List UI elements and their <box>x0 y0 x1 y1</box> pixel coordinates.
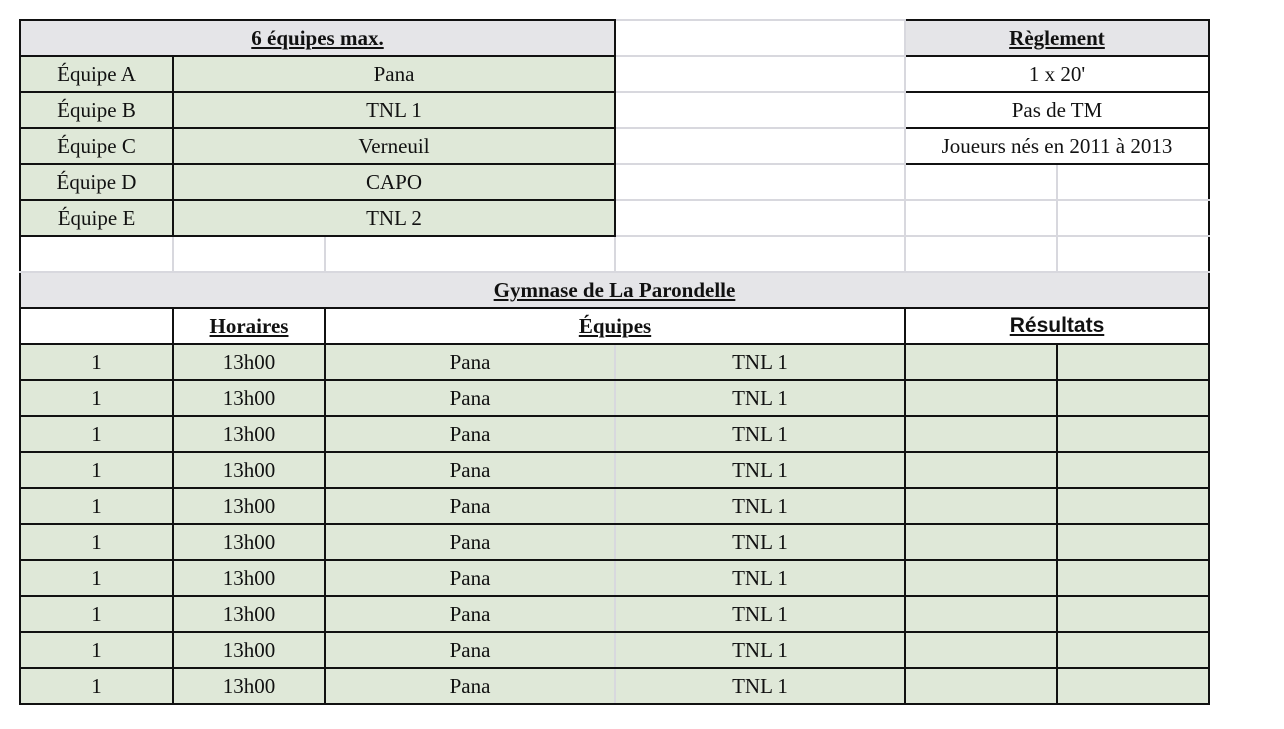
match-time[interactable]: 13h00 <box>173 344 325 380</box>
times-header[interactable]: Horaires <box>173 308 325 344</box>
empty-cell[interactable] <box>905 164 1057 200</box>
empty-cell[interactable] <box>615 236 905 272</box>
venue-row <box>20 272 1209 308</box>
match-number[interactable]: 1 <box>20 488 173 524</box>
match-time[interactable]: 13h00 <box>173 668 325 704</box>
match-away-team[interactable]: TNL 1 <box>615 344 905 380</box>
match-away-team[interactable]: TNL 1 <box>615 452 905 488</box>
result-home-score[interactable] <box>905 344 1057 380</box>
match-away-team[interactable]: TNL 1 <box>615 632 905 668</box>
match-home-team[interactable]: Pana <box>325 668 615 704</box>
empty-cell[interactable] <box>615 128 905 164</box>
sheet-row-teams-header <box>20 20 1209 56</box>
number-header[interactable] <box>20 308 173 344</box>
team-row <box>20 164 1209 200</box>
empty-cell[interactable] <box>905 236 1057 272</box>
team-row <box>20 128 1209 164</box>
match-time[interactable]: 13h00 <box>173 632 325 668</box>
venue-title[interactable]: Gymnase de La Parondelle <box>20 272 1209 308</box>
empty-cell[interactable] <box>20 236 173 272</box>
match-list <box>20 344 1209 704</box>
team-name[interactable]: TNL 1 <box>173 92 615 128</box>
match-number[interactable]: 1 <box>20 416 173 452</box>
result-home-score[interactable] <box>905 632 1057 668</box>
match-home-team[interactable]: Pana <box>325 488 615 524</box>
match-time[interactable]: 13h00 <box>173 560 325 596</box>
match-time[interactable]: 13h00 <box>173 524 325 560</box>
match-away-team[interactable]: TNL 1 <box>615 524 905 560</box>
match-number[interactable]: 1 <box>20 380 173 416</box>
match-time[interactable]: 13h00 <box>173 452 325 488</box>
match-away-team[interactable]: TNL 1 <box>615 668 905 704</box>
table-row <box>20 380 1209 416</box>
rule-item[interactable]: 1 x 20' <box>905 56 1209 92</box>
empty-cell[interactable] <box>615 92 905 128</box>
teams-column-header[interactable]: Équipes <box>325 308 905 344</box>
rule-item[interactable]: Joueurs nés en 2011 à 2013 <box>905 128 1209 164</box>
match-number[interactable]: 1 <box>20 452 173 488</box>
table-row <box>20 416 1209 452</box>
team-label[interactable]: Équipe E <box>20 200 173 236</box>
match-time[interactable]: 13h00 <box>173 416 325 452</box>
results-header[interactable]: Résultats <box>905 308 1209 344</box>
empty-cell[interactable] <box>1057 200 1209 236</box>
team-row <box>20 56 1209 92</box>
team-label[interactable]: Équipe D <box>20 164 173 200</box>
table-row <box>20 524 1209 560</box>
empty-cell[interactable] <box>173 236 325 272</box>
empty-cell[interactable] <box>1057 236 1209 272</box>
result-away-score[interactable] <box>1057 560 1209 596</box>
table-row <box>20 344 1209 380</box>
match-home-team[interactable]: Pana <box>325 380 615 416</box>
team-name[interactable]: CAPO <box>173 164 615 200</box>
teams-header[interactable]: 6 équipes max. <box>20 20 615 56</box>
match-away-team[interactable]: TNL 1 <box>615 560 905 596</box>
match-away-team[interactable]: TNL 1 <box>615 416 905 452</box>
empty-cell[interactable] <box>1057 164 1209 200</box>
match-number[interactable]: 1 <box>20 596 173 632</box>
empty-cell[interactable] <box>615 200 905 236</box>
table-row <box>20 632 1209 668</box>
rule-item[interactable]: Pas de TM <box>905 92 1209 128</box>
result-home-score[interactable] <box>905 488 1057 524</box>
result-away-score[interactable] <box>1057 344 1209 380</box>
team-name[interactable]: Pana <box>173 56 615 92</box>
result-home-score[interactable] <box>905 416 1057 452</box>
match-home-team[interactable]: Pana <box>325 416 615 452</box>
empty-cell[interactable] <box>615 56 905 92</box>
empty-cell[interactable] <box>905 200 1057 236</box>
result-away-score[interactable] <box>1057 452 1209 488</box>
match-home-team[interactable]: Pana <box>325 560 615 596</box>
match-away-team[interactable]: TNL 1 <box>615 488 905 524</box>
spacer-row <box>20 236 1209 272</box>
tournament-sheet <box>19 19 1210 705</box>
team-name[interactable]: Verneuil <box>173 128 615 164</box>
result-home-score[interactable] <box>905 560 1057 596</box>
match-home-team[interactable]: Pana <box>325 452 615 488</box>
table-row <box>20 560 1209 596</box>
table-row <box>20 596 1209 632</box>
match-time[interactable]: 13h00 <box>173 380 325 416</box>
table-row <box>20 452 1209 488</box>
empty-cell[interactable] <box>325 236 615 272</box>
result-home-score[interactable] <box>905 380 1057 416</box>
team-row <box>20 92 1209 128</box>
match-time[interactable]: 13h00 <box>173 596 325 632</box>
match-number[interactable]: 1 <box>20 668 173 704</box>
result-home-score[interactable] <box>905 452 1057 488</box>
rules-header[interactable]: Règlement <box>905 20 1209 56</box>
match-number[interactable]: 1 <box>20 560 173 596</box>
team-label[interactable]: Équipe B <box>20 92 173 128</box>
match-away-team[interactable]: TNL 1 <box>615 596 905 632</box>
schedule-header-row <box>20 308 1209 344</box>
result-home-score[interactable] <box>905 524 1057 560</box>
match-number[interactable]: 1 <box>20 344 173 380</box>
team-row <box>20 200 1209 236</box>
table-row <box>20 668 1209 704</box>
match-home-team[interactable]: Pana <box>325 632 615 668</box>
table-row <box>20 488 1209 524</box>
match-away-team[interactable]: TNL 1 <box>615 380 905 416</box>
result-away-score[interactable] <box>1057 488 1209 524</box>
empty-cell[interactable] <box>615 164 905 200</box>
team-label[interactable]: Équipe A <box>20 56 173 92</box>
team-name[interactable]: TNL 2 <box>173 200 615 236</box>
team-label[interactable]: Équipe C <box>20 128 173 164</box>
result-away-score[interactable] <box>1057 380 1209 416</box>
match-number[interactable]: 1 <box>20 524 173 560</box>
result-away-score[interactable] <box>1057 632 1209 668</box>
result-away-score[interactable] <box>1057 524 1209 560</box>
result-home-score[interactable] <box>905 596 1057 632</box>
match-number[interactable]: 1 <box>20 632 173 668</box>
match-home-team[interactable]: Pana <box>325 596 615 632</box>
result-away-score[interactable] <box>1057 668 1209 704</box>
result-away-score[interactable] <box>1057 416 1209 452</box>
empty-cell[interactable] <box>615 20 905 56</box>
match-time[interactable]: 13h00 <box>173 488 325 524</box>
result-away-score[interactable] <box>1057 596 1209 632</box>
result-home-score[interactable] <box>905 668 1057 704</box>
match-home-team[interactable]: Pana <box>325 344 615 380</box>
match-home-team[interactable]: Pana <box>325 524 615 560</box>
